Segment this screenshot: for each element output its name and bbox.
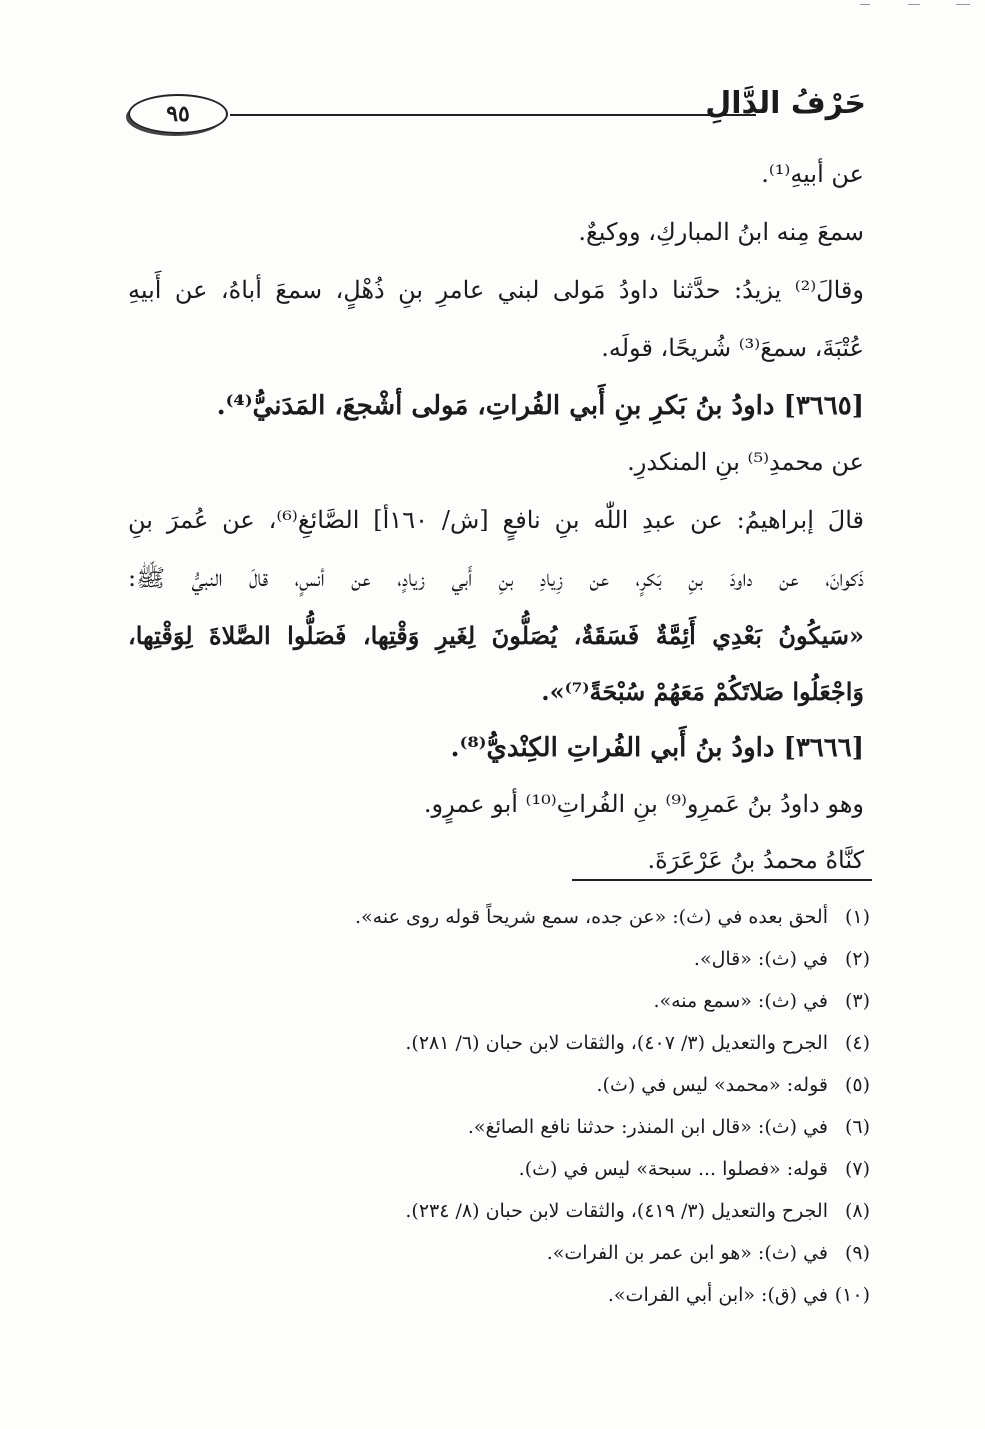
text-line: سمعَ مِنه ابنُ المباركِ، ووكيعٌ. — [578, 218, 864, 246]
text-line: عُتْبَةَ، سمعَ⁽³⁾ شُريحًا، قولَه. — [601, 334, 864, 362]
text-line: عن أبيهِ⁽¹⁾. — [761, 160, 864, 188]
text-line: قالَ إبراهيمُ: عن عبدِ اللّٰه بنِ نافعٍ [ش/ ١٦٠أ] الصَّائغِ⁽⁶⁾، عن عُمرَ بنِ — [128, 506, 864, 534]
footnote: (٨)الجرح والتعديل (٣/ ٤١٩)، والثقات لابن حبان (٨/ ٢٣٤). — [405, 1200, 870, 1222]
entry-heading-3666: [٣٦٦٦] داودُ بنُ أَبي الفُراتِ الكِنْديُّ⁽⁸⁾. — [450, 733, 864, 763]
footnote: (٤)الجرح والتعديل (٣/ ٤٠٧)، والثقات لابن حبان (٦/ ٢٨١). — [405, 1032, 870, 1054]
footnote: (٣)في (ث): «سمع منه». — [653, 990, 870, 1012]
text-line: وهو داودُ بنُ عَمرِو⁽⁹⁾ بنِ الفُراتِ⁽¹⁰⁾ أبو عمرٍو. — [423, 790, 864, 818]
text-line: كنَّاهُ محمدُ بنُ عَرْعَرَةَ. — [647, 846, 864, 874]
text-line: وقالَ⁽²⁾ يزيدُ: حدَّثنا داودُ مَولى لبني عامرِ بنِ ذُهْلٍ، سمعَ أباهُ، عن أَبيهِ — [128, 276, 864, 304]
page-number: ٩٥ — [128, 94, 228, 134]
footnote: (٢)في (ث): «قال». — [693, 948, 870, 970]
footnote-separator — [572, 879, 872, 881]
hadith-line: «سَيكُونُ بَعْدِي أَئِمَّةٌ فَسَقَةٌ، يُصَلُّونَ لِغَيرِ وَقْتِها، فَصَلُّوا الصَّلاةَ لِوَقْتِها، — [128, 621, 864, 650]
page-header — [128, 86, 866, 138]
text-line: ذَكوانَ، عن داودَ بنِ بَكرٍ، عن زِيادِ بنِ أَبي زيادٍ، عن أنسٍ، قالَ النبيُّ ﷺ: — [128, 564, 865, 592]
text-line: عن محمدِ⁽⁵⁾ بنِ المنكدرِ. — [627, 448, 864, 476]
header-rule — [230, 114, 756, 116]
footnote: (١)ألحق بعده في (ث): «عن جده، سمع شريحاً قوله روى عنه». — [355, 906, 870, 928]
hadith-line: وَاجْعَلُوا صَلاتَكُمْ مَعَهُمْ سُبْحَةً⁽⁷⁾». — [541, 677, 864, 706]
footnote: (٧)قوله: «فصلوا ... سبحة» ليس في (ث). — [518, 1158, 870, 1180]
footnote: (٩)في (ث): «هو ابن عمر بن الفرات». — [546, 1242, 870, 1264]
footnote: (٦)في (ث): «قال ابن المنذر: حدثنا نافع الصائغ». — [467, 1116, 870, 1138]
running-title: حَرْفُ الدَّالِ — [705, 86, 866, 121]
footnote: (٥)قوله: «محمد» ليس في (ث). — [596, 1074, 870, 1096]
scan-top-marks — [860, 4, 970, 10]
footnote: (١٠)في (ق): «ابن أبي الفرات». — [607, 1284, 870, 1306]
entry-heading-3665: [٣٦٦٥] داودُ بنُ بَكرِ بنِ أَبي الفُراتِ، مَولى أشْجعَ، المَدَنيُّ⁽⁴⁾. — [216, 391, 864, 421]
